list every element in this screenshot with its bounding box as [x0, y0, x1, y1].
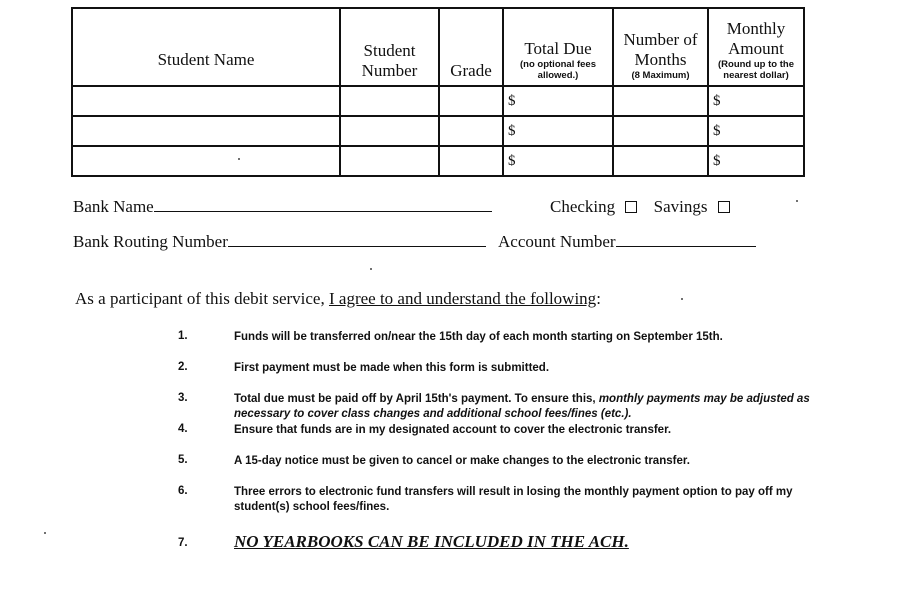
item-number: 1. — [178, 330, 188, 342]
monthly-amount-cell[interactable]: $ — [708, 86, 804, 116]
student-number-cell[interactable] — [340, 116, 439, 146]
scan-speck — [44, 532, 46, 534]
item-text: Three errors to electronic fund transfers will result in losing the monthly payment option to pay off my student(s) school fees/fines. — [234, 486, 793, 513]
item-number: 7. — [178, 537, 188, 549]
total-due-cell[interactable]: $ — [503, 146, 613, 176]
item-number: 3. — [178, 392, 188, 404]
routing-number-field[interactable] — [228, 232, 486, 247]
item-text-italic: monthly payments may be adjusted as necessary to cover class changes and additional school fees/fines (etc.). — [234, 393, 810, 420]
monthly-amount-cell[interactable]: $ — [708, 146, 804, 176]
student-name-cell[interactable] — [72, 86, 340, 116]
savings-label: Savings — [653, 197, 708, 216]
scan-speck — [238, 158, 240, 160]
routing-label: Bank Routing Number — [73, 232, 228, 251]
item-text — [234, 392, 814, 422]
account-number-field[interactable] — [616, 232, 756, 247]
months-cell[interactable] — [613, 86, 708, 116]
header-total-due: Total Due (no optional fees allowed.) — [503, 8, 613, 86]
bank-name-row — [73, 197, 492, 217]
agreement-intro — [75, 289, 601, 309]
agreement-intro-underlined: I agree to and understand the following — [328, 289, 597, 308]
item-number: 2. — [178, 361, 188, 373]
header-student-number: Student Number — [340, 8, 439, 86]
table-header-row — [72, 8, 804, 86]
total-due-cell[interactable]: $ — [503, 86, 613, 116]
item-text-normal: Total due must be paid off by April 15th's payment. To ensure this, — [234, 393, 596, 405]
total-due-cell[interactable]: $ — [503, 116, 613, 146]
grade-cell[interactable] — [439, 116, 503, 146]
header-grade: Grade — [439, 8, 503, 86]
bank-name-label: Bank Name — [73, 197, 154, 216]
header-number-of-months: Number of Months (8 Maximum) — [613, 8, 708, 86]
student-number-cell[interactable] — [340, 86, 439, 116]
item-number: 5. — [178, 454, 188, 466]
months-cell[interactable] — [613, 146, 708, 176]
scan-speck — [370, 268, 372, 270]
item-text: Ensure that funds are in my designated account to cover the electronic transfer. — [234, 424, 672, 436]
checking-label: Checking — [550, 197, 616, 216]
agreement-intro-end: : — [596, 289, 601, 308]
agreement-intro-text: As a participant of this debit service, — [75, 289, 329, 308]
student-name-cell[interactable] — [72, 116, 340, 146]
table-row — [72, 86, 804, 116]
student-name-cell[interactable] — [72, 146, 340, 176]
item-text: Funds will be transferred on/near the 15th day of each month starting on September 15th. — [234, 331, 723, 343]
checking-checkbox[interactable] — [625, 201, 637, 213]
account-type-row — [550, 197, 730, 217]
header-monthly-amount: Monthly Amount (Round up to the nearest dollar) — [708, 8, 804, 86]
table-row — [72, 146, 804, 176]
grade-cell[interactable] — [439, 146, 503, 176]
table-row — [72, 116, 804, 146]
account-row — [498, 232, 756, 252]
scan-speck — [796, 200, 798, 202]
months-cell[interactable] — [613, 116, 708, 146]
student-number-cell[interactable] — [340, 146, 439, 176]
header-student-name: Student Name — [72, 8, 340, 86]
savings-checkbox[interactable] — [718, 201, 730, 213]
bank-name-field[interactable] — [154, 197, 492, 212]
monthly-amount-cell[interactable]: $ — [708, 116, 804, 146]
routing-row — [73, 232, 486, 252]
student-payment-table — [71, 7, 805, 177]
item-text: First payment must be made when this form is submitted. — [234, 362, 550, 374]
item-number: 6. — [178, 485, 188, 497]
item-number: 4. — [178, 423, 188, 435]
scan-speck — [681, 298, 683, 300]
grade-cell[interactable] — [439, 86, 503, 116]
item-text: NO YEARBOOKS CAN BE INCLUDED IN THE ACH. — [234, 532, 629, 551]
item-text: A 15-day notice must be given to cancel or make changes to the electronic transfer. — [234, 455, 690, 467]
account-label: Account Number — [498, 232, 616, 251]
